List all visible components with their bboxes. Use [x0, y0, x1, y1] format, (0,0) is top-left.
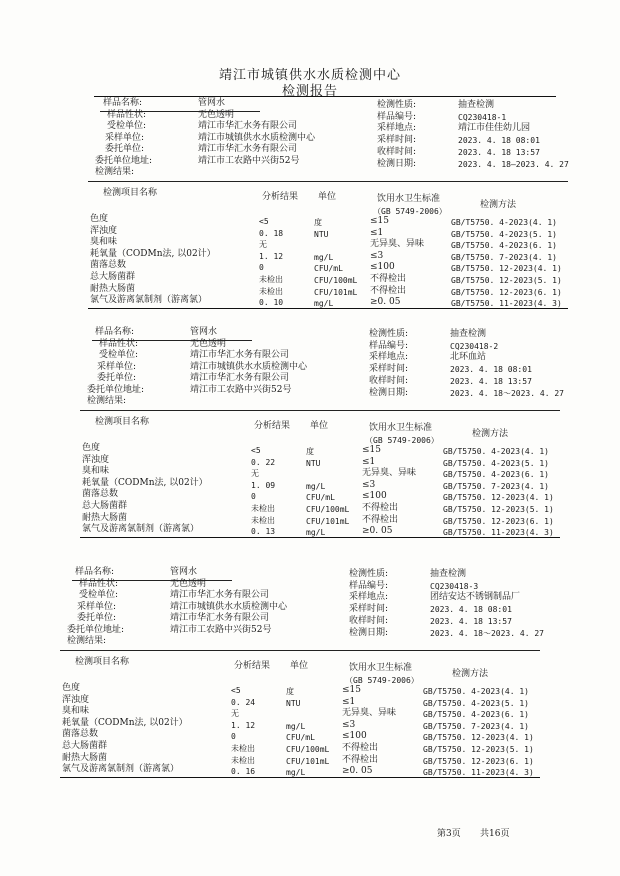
- row-result: 0. 10: [259, 298, 284, 308]
- column-header-result: 分析结果: [234, 661, 271, 671]
- value-entrust-addr: 靖江市工农路中兴街52号: [190, 384, 292, 395]
- column-header-standard: 饮用水卫生标准: [369, 423, 433, 433]
- row-method: GB/T5750. 7-2023(4. 1): [443, 481, 549, 491]
- row-method: GB/T5750. 12-2023(5. 1): [423, 745, 534, 754]
- row-unit: NTU: [286, 698, 301, 708]
- value-sample-site: 北环血站: [450, 352, 487, 363]
- row-item: 菌落总数: [62, 729, 99, 740]
- row-item: 菌落总数: [90, 260, 127, 271]
- row-method: GB/T5750. 12-2023(4. 1): [451, 264, 562, 274]
- row-method: GB/T5750. 7-2023(4. 1): [423, 721, 529, 731]
- value-entrust-addr: 靖江市工农路中兴街52号: [198, 155, 300, 166]
- row-method: GB/T5750. 4-2023(4. 1): [451, 218, 557, 227]
- value-sampler: 靖江市城镇供水水质检测中心: [190, 361, 308, 372]
- row-unit: 度: [314, 218, 322, 227]
- row-method: GB/T5750. 4-2023(5. 1): [451, 229, 557, 239]
- column-header-method: 检测方法: [452, 669, 489, 679]
- row-item: 浑浊度: [82, 454, 110, 465]
- label-sample-site: 采样地点:: [349, 592, 389, 603]
- row-standard: ≤15: [370, 216, 389, 226]
- row-result: 未检出: [259, 286, 283, 296]
- row-result: 未检出: [231, 744, 255, 753]
- row-method: GB/T5750. 4-2023(6. 1): [451, 241, 557, 251]
- label-entrust: 委托单位:: [105, 144, 145, 154]
- label-sampler: 采样单位:: [97, 361, 137, 372]
- row-result: 无: [259, 240, 267, 250]
- row-result: 1. 12: [231, 720, 256, 730]
- column-header-unit: 单位: [290, 661, 309, 671]
- row-item: 色度: [82, 443, 101, 453]
- column-header-item: 检测项目名称: [103, 188, 158, 198]
- value-client: 靖江市华汇水务有限公司: [170, 590, 270, 600]
- row-item: 耐热大肠菌: [90, 283, 136, 294]
- row-item: 菌落总数: [82, 489, 119, 500]
- row-method: GB/T5750. 12-2023(4. 1): [443, 493, 554, 503]
- row-unit: CFU/101mL: [286, 756, 330, 766]
- value-entrust-addr: 靖江市工农路中兴街52号: [170, 624, 272, 635]
- label-receive-time: 收样时间:: [349, 615, 389, 626]
- value-sample-no: CQ230418-1: [458, 112, 507, 122]
- row-standard: ≥0. 05: [342, 766, 373, 777]
- column-header-result: 分析结果: [254, 421, 291, 431]
- row-unit: NTU: [314, 229, 329, 239]
- row-method: GB/T5750. 12-2023(4. 1): [423, 733, 534, 743]
- row-item: 总大肠菌群: [82, 501, 128, 511]
- row-result: 未检出: [259, 275, 283, 284]
- row-unit: mg/L: [314, 299, 334, 309]
- row-standard: ≥0. 05: [362, 526, 393, 537]
- row-unit: CFU/100mL: [306, 505, 350, 514]
- label-result: 检测结果:: [95, 167, 135, 177]
- column-header-unit: 单位: [310, 421, 329, 431]
- value-receive-time: 2023. 4. 18 13:57: [458, 147, 540, 157]
- column-header-result: 分析结果: [262, 192, 299, 202]
- value-entrust: 靖江市华汇水务有限公司: [198, 144, 298, 154]
- row-method: GB/T5750. 11-2023(4. 3): [423, 768, 534, 778]
- row-item: 总大肠菌群: [90, 272, 136, 282]
- column-header-standard-code: （GB 5749-2006）: [373, 207, 447, 216]
- row-method: GB/T5750. 12-2023(6. 1): [443, 516, 554, 526]
- row-unit: mg/L: [306, 528, 326, 538]
- label-detect-date: 检测日期:: [349, 627, 389, 638]
- row-method: GB/T5750. 11-2023(4. 3): [451, 299, 562, 309]
- label-detect-date: 检测日期:: [377, 158, 417, 169]
- row-standard: ≤3: [370, 250, 384, 261]
- row-unit: 度: [286, 687, 294, 696]
- label-sample-site: 采样地点:: [377, 123, 417, 134]
- column-header-item: 检测项目名称: [75, 657, 130, 667]
- label-detect-nature: 检测性质:: [369, 329, 409, 339]
- column-header-item: 检测项目名称: [95, 417, 150, 427]
- label-sample-no: 样品编号:: [377, 111, 417, 122]
- row-unit: NTU: [306, 458, 321, 468]
- label-client: 受检单位:: [79, 590, 119, 600]
- value-sample-site: 靖江市佳佳幼儿园: [458, 123, 531, 134]
- label-sample-no: 样品编号:: [349, 580, 389, 591]
- label-entrust: 委托单位:: [77, 613, 117, 623]
- label-sampler: 采样单位:: [105, 132, 145, 143]
- label-sample-state: 样品性状:: [107, 109, 147, 120]
- row-result: 1. 09: [251, 480, 276, 490]
- label-sample-time: 采样时间:: [377, 135, 417, 146]
- column-header-unit: 单位: [318, 192, 337, 202]
- value-sample-time: 2023. 4. 18 08:01: [458, 136, 540, 146]
- row-item: 臭和味: [62, 706, 90, 717]
- row-unit: CFU/100mL: [314, 276, 358, 285]
- divider-line: [80, 410, 560, 411]
- row-unit: mg/L: [286, 768, 306, 778]
- row-result: 0. 18: [259, 228, 284, 238]
- label-client: 受检单位:: [107, 121, 147, 131]
- row-method: GB/T5750. 4-2023(6. 1): [423, 710, 529, 720]
- row-standard: ≤100: [342, 731, 367, 742]
- row-standard: 不得检出: [362, 514, 399, 525]
- row-method: GB/T5750. 4-2023(6. 1): [443, 470, 549, 480]
- row-item: 浑浊度: [62, 694, 90, 705]
- page-number: 第3页: [437, 829, 461, 839]
- value-detect-nature: 抽查检测: [450, 329, 487, 339]
- label-sample-time: 采样时间:: [369, 364, 409, 375]
- row-result: 0. 22: [251, 457, 276, 467]
- row-method: GB/T5750. 4-2023(4. 1): [423, 687, 529, 696]
- value-entrust: 靖江市华汇水务有限公司: [190, 373, 290, 383]
- row-method: GB/T5750. 7-2023(4. 1): [451, 252, 557, 262]
- row-unit: CFU/101mL: [306, 516, 350, 526]
- value-receive-time: 2023. 4. 18 13:57: [450, 376, 532, 386]
- row-item: 耗氧量（CODMn法, 以02计）: [82, 477, 208, 488]
- row-result: 1. 12: [259, 251, 284, 261]
- label-sample-site: 采样地点:: [369, 352, 409, 363]
- value-sample-no: CQ230418-2: [450, 341, 499, 351]
- value-sample-name: 管网水: [190, 327, 218, 337]
- row-item: 色度: [90, 214, 109, 224]
- label-sample-name: 样品名称:: [95, 327, 135, 337]
- row-item: 臭和味: [82, 466, 110, 477]
- row-result: 0. 16: [231, 767, 256, 777]
- row-standard: 无异臭、异味: [342, 708, 397, 719]
- row-item: 耗氧量（CODMn法, 以02计）: [90, 248, 216, 259]
- value-detect-date: 2023. 4. 18—2023. 4. 27: [458, 159, 569, 169]
- value-sample-name: 管网水: [170, 567, 198, 577]
- row-method: GB/T5750. 4-2023(4. 1): [443, 447, 549, 456]
- value-detect-nature: 抽查检测: [458, 100, 495, 110]
- row-result: 0: [251, 492, 256, 502]
- row-result: 0. 24: [231, 697, 256, 707]
- org-title: 靖江市城镇供水水质检测中心: [218, 68, 401, 83]
- row-item: 氯气及游离氯制剂（游离氯）: [62, 764, 180, 775]
- column-header-standard: 饮用水卫生标准: [349, 663, 413, 673]
- row-result: 未检出: [251, 515, 275, 525]
- row-result: 未检出: [251, 504, 275, 513]
- value-receive-time: 2023. 4. 18 13:57: [430, 616, 512, 626]
- value-sample-state: 无色透明: [190, 338, 227, 349]
- label-sample-name: 样品名称:: [75, 567, 115, 577]
- row-method: GB/T5750. 11-2023(4. 3): [443, 528, 554, 538]
- row-standard: 不得检出: [362, 503, 399, 513]
- row-standard: 不得检出: [370, 285, 407, 296]
- value-entrust: 靖江市华汇水务有限公司: [170, 613, 270, 623]
- row-standard: ≤1: [370, 227, 384, 238]
- row-standard: ≤100: [370, 262, 395, 273]
- row-standard: 不得检出: [370, 274, 407, 284]
- row-item: 总大肠菌群: [62, 741, 108, 751]
- label-entrust-addr: 委托单位地址:: [95, 155, 153, 166]
- label-entrust: 委托单位:: [97, 373, 137, 383]
- row-unit: CFU/mL: [314, 264, 343, 274]
- divider-line: [60, 650, 540, 651]
- row-standard: 不得检出: [342, 743, 379, 753]
- value-sampler: 靖江市城镇供水水质检测中心: [198, 132, 316, 143]
- value-sample-time: 2023. 4. 18 08:01: [430, 605, 512, 615]
- row-item: 臭和味: [90, 237, 118, 248]
- label-client: 受检单位:: [99, 350, 139, 360]
- row-standard: 不得检出: [342, 754, 379, 765]
- value-client: 靖江市华汇水务有限公司: [190, 350, 290, 360]
- label-receive-time: 收样时间:: [369, 375, 409, 386]
- divider-line: [92, 340, 252, 341]
- divider-line: [88, 308, 568, 309]
- divider-line: [72, 580, 232, 581]
- row-item: 色度: [62, 683, 81, 693]
- row-result: 无: [251, 469, 259, 479]
- row-result: <5: [259, 217, 269, 226]
- row-result: 0: [259, 263, 264, 273]
- value-sample-name: 管网水: [198, 98, 226, 108]
- row-method: GB/T5750. 12-2023(5. 1): [451, 276, 562, 285]
- page-total: 共16页: [480, 829, 510, 839]
- row-standard: ≤100: [362, 491, 387, 502]
- row-unit: mg/L: [306, 481, 326, 491]
- divider-line: [60, 777, 540, 778]
- row-standard: ≥0. 05: [370, 297, 401, 308]
- row-result: <5: [231, 686, 241, 695]
- row-item: 耗氧量（CODMn法, 以02计）: [62, 717, 188, 728]
- label-result: 检测结果:: [67, 636, 107, 646]
- row-method: GB/T5750. 4-2023(5. 1): [443, 458, 549, 468]
- row-unit: CFU/101mL: [314, 287, 358, 297]
- label-sample-no: 样品编号:: [369, 340, 409, 351]
- row-unit: CFU/mL: [306, 493, 335, 503]
- title-underline: [94, 96, 556, 97]
- row-method: GB/T5750. 12-2023(6. 1): [423, 756, 534, 766]
- label-sample-time: 采样时间:: [349, 604, 389, 615]
- label-receive-time: 收样时间:: [377, 146, 417, 157]
- value-client: 靖江市华汇水务有限公司: [198, 121, 298, 131]
- label-result: 检测结果:: [87, 396, 127, 406]
- column-header-method: 检测方法: [480, 200, 517, 210]
- label-detect-nature: 检测性质:: [349, 569, 389, 579]
- label-entrust-addr: 委托单位地址:: [87, 384, 145, 395]
- value-sample-no: CQ230418-3: [430, 581, 479, 591]
- row-result: 0. 13: [251, 527, 276, 537]
- row-result: 无: [231, 709, 239, 719]
- value-sample-state: 无色透明: [198, 109, 235, 120]
- column-header-standard-code: （GB 5749-2006）: [345, 676, 419, 685]
- row-standard: 无异臭、异味: [370, 239, 425, 250]
- row-standard: ≤3: [342, 719, 356, 730]
- column-header-standard-code: （GB 5749-2006）: [365, 436, 439, 445]
- label-detect-nature: 检测性质:: [377, 100, 417, 110]
- divider-line: [100, 111, 260, 112]
- row-standard: ≤15: [362, 445, 381, 455]
- column-header-method: 检测方法: [472, 429, 509, 439]
- row-method: GB/T5750. 12-2023(5. 1): [443, 505, 554, 514]
- row-result: 未检出: [231, 755, 255, 765]
- row-standard: ≤1: [362, 456, 376, 467]
- value-sample-state: 无色透明: [170, 578, 207, 589]
- value-sampler: 靖江市城镇供水水质检测中心: [170, 601, 288, 612]
- value-detect-date: 2023. 4. 18～2023. 4. 27: [450, 388, 564, 398]
- label-sample-state: 样品性状:: [79, 578, 119, 589]
- label-sampler: 采样单位:: [77, 601, 117, 612]
- row-result: <5: [251, 446, 261, 455]
- column-header-standard: 饮用水卫生标准: [377, 194, 441, 204]
- divider-line: [88, 181, 568, 182]
- row-item: 耐热大肠菌: [82, 512, 128, 523]
- value-detect-date: 2023. 4. 18～2023. 4. 27: [430, 628, 544, 638]
- row-item: 耐热大肠菌: [62, 752, 108, 763]
- row-item: 氯气及游离氯制剂（游离氯）: [90, 295, 208, 306]
- row-item: 氯气及游离氯制剂（游离氯）: [82, 524, 200, 535]
- row-standard: ≤3: [362, 479, 376, 490]
- divider-line: [80, 537, 560, 538]
- row-unit: CFU/mL: [286, 733, 315, 743]
- row-standard: ≤15: [342, 685, 361, 695]
- value-detect-nature: 抽查检测: [430, 569, 467, 579]
- row-standard: 无异臭、异味: [362, 468, 417, 479]
- label-entrust-addr: 委托单位地址:: [67, 624, 125, 635]
- row-item: 浑浊度: [90, 225, 118, 236]
- value-sample-time: 2023. 4. 18 08:01: [450, 365, 532, 375]
- row-standard: ≤1: [342, 696, 356, 707]
- row-unit: 度: [306, 447, 314, 456]
- row-unit: mg/L: [286, 721, 306, 731]
- row-result: 0: [231, 732, 236, 742]
- report-title: 检测报告: [281, 84, 338, 99]
- row-unit: CFU/100mL: [286, 745, 330, 754]
- row-method: GB/T5750. 4-2023(5. 1): [423, 698, 529, 708]
- label-sample-state: 样品性状:: [99, 338, 139, 349]
- row-unit: mg/L: [314, 252, 334, 262]
- value-sample-site: 团结安达不锈钢制品厂: [430, 592, 521, 603]
- label-detect-date: 检测日期:: [369, 387, 409, 398]
- row-method: GB/T5750. 12-2023(6. 1): [451, 287, 562, 297]
- label-sample-name: 样品名称:: [103, 98, 143, 108]
